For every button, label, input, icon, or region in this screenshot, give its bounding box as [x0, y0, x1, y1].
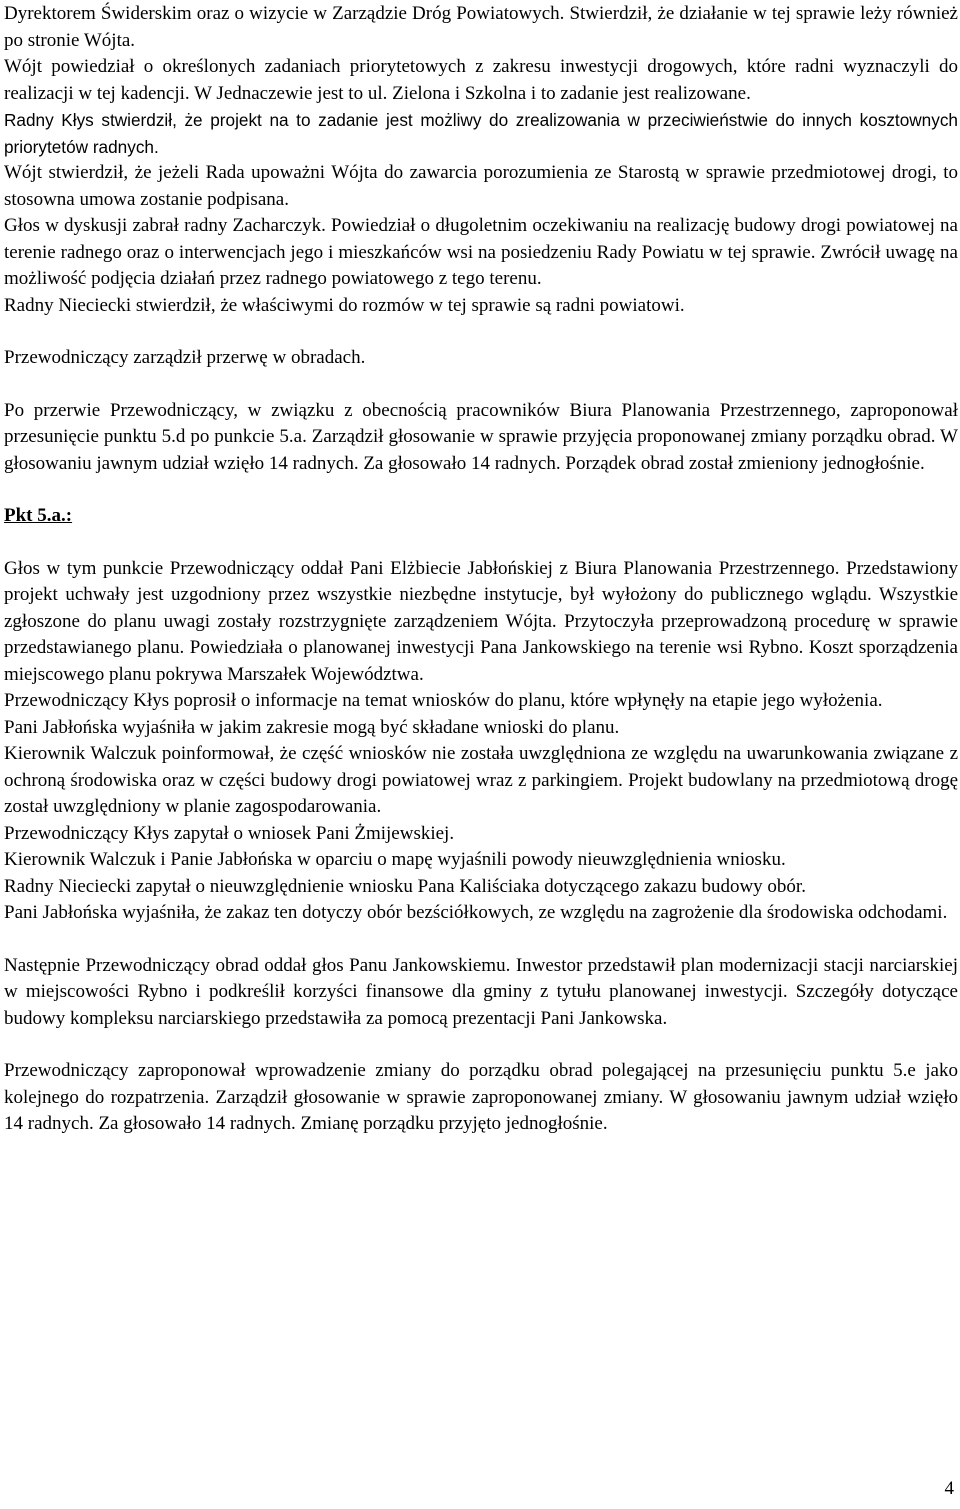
document-page — [4, 1, 958, 1138]
paragraph-spacer — [4, 530, 958, 556]
paragraph: Przewodniczący zarządził przerwę w obradach. — [4, 347, 366, 368]
paragraph: Radny Nieciecki stwierdził, że właściwymi do rozmów w tej sprawie są radni powiatowi. — [4, 294, 685, 316]
paragraph: Pani Jabłońska wyjaśniła, że zakaz ten dotyczy obór bezściółkowych, ze względu na zagrożenie dla środowiska odchodami. — [4, 902, 948, 923]
paragraph: Przewodniczący Kłys poprosił o informacje na temat wniosków do planu, które wpłynęły na etapie jego wyłożenia. — [4, 690, 883, 711]
paragraph: Kierownik Walczuk poinformował, że część wniosków nie została uwzględniona ze względu na uwarunkowania związane z ochroną środowiska oraz w części budowy drogi powiatowej wraz z parkingiem. Projekt budowlany na przedmiotową drogę został uwzględniony w planie zagospodarowania. — [4, 743, 958, 817]
paragraph-spacer — [4, 372, 958, 398]
paragraph: Wójt powiedział o określonych zadaniach priorytetowych z zakresu inwestycji drogowych, które radni wyznaczyli do realizacji w tej kadencji. W Jednaczewie jest to ul. Zielona i Szkolna i to zadanie jest realizowane. — [4, 56, 958, 104]
paragraph: Przewodniczący zaproponował wprowadzenie zmiany do porządku obrad polegającej na przesunięciu punktu 5.e jako kolejnego do rozpatrzenia. Zarządził głosowanie w sprawie zaproponowanej zmiany. W głosowaniu jawnym udział wzięło 14 radnych. Za głosowało 14 radnych. Zmianę porządku przyjęto jednogłośnie. — [4, 1060, 958, 1134]
paragraph-spacer — [4, 477, 958, 503]
paragraph: Wójt stwierdził, że jeżeli Rada upoważni Wójta do zawarcia porozumienia ze Starostą w sprawie przedmiotowej drogi, to stosowna umowa zostanie podpisana. — [4, 162, 958, 210]
paragraph-spacer — [4, 927, 958, 953]
section-heading: Pkt 5.a.: — [4, 505, 73, 526]
paragraph-spacer — [4, 1032, 958, 1058]
paragraph: Przewodniczący Kłys zapytał o wniosek Pani Żmijewskiej. — [4, 822, 455, 844]
paragraph: Kierownik Walczuk i Panie Jabłońska w oparciu o mapę wyjaśnili powody nieuwzględnienia wniosku. — [4, 849, 786, 870]
paragraph: Pani Jabłońska wyjaśniła w jakim zakresie mogą być składane wnioski do planu. — [4, 716, 620, 738]
paragraph: Radny Nieciecki zapytał o nieuwzględnienie wniosku Pana Kaliściaka dotyczącego zakazu budowy obór. — [4, 875, 806, 897]
paragraph: Głos w dyskusji zabrał radny Zacharczyk. Powiedział o długoletnim oczekiwaniu na realizację budowy drogi powiatowej na terenie radnego oraz o interwencjach jego i mieszkańców wsi na posiedzeniu Rady Powiatu w tej sprawie. Zwrócił uwagę na możliwość podjęcia działań przez radnego powiatowego z tego terenu. — [4, 215, 958, 289]
paragraph: Radny Kłys stwierdził, że projekt na to zadanie jest możliwy do zrealizowania w przeciwieństwie do innych kosztownych priorytetów radnych. — [4, 110, 958, 157]
page-number: 4 — [944, 1478, 954, 1499]
paragraph-spacer — [4, 319, 958, 345]
paragraph: Dyrektorem Świderskim oraz o wizycie w Zarządzie Dróg Powiatowych. Stwierdził, że działanie w tej sprawie leży również po stronie Wójta. — [4, 3, 958, 51]
paragraph: Głos w tym punkcie Przewodniczący oddał Pani Elżbiecie Jabłońskiej z Biura Planowania Przestrzennego. Przedstawiony projekt uchwały jest uzgodniony przez wszystkie niezbędne instytucje, był wyłożony do publicznego wglądu. Wszystkie zgłoszone do planu uwagi zostały rozstrzygnięte zarządzeniem Wójta. Przytoczyła przeprowadzoną procedurę w sprawie przedstawianego planu. Powiedziała o planowanej inwestycji Pana Jankowskiego na terenie wsi Rybno. Koszt sporządzenia miejscowego planu pokrywa Marszałek Województwa. — [4, 557, 958, 685]
paragraph: Po przerwie Przewodniczący, w związku z obecnością pracowników Biura Planowania Przestrzennego, zaproponował przesunięcie punktu 5.d po punkcie 5.a. Zarządził głosowanie w sprawie przyjęcia proponowanej zmiany porządku obrad. W głosowaniu jawnym udział wzięło 14 radnych. Za głosowało 14 radnych. Porządek obrad został zmieniony jednogłośnie. — [4, 399, 958, 474]
paragraph: Następnie Przewodniczący obrad oddał głos Panu Jankowskiemu. Inwestor przedstawił plan modernizacji stacji narciarskiej w miejscowości Rybno i podkreślił korzyści finansowe dla gminy z tytułu planowanej inwestycji. Szczegóły dotyczące budowy kompleksu narciarskiego przedstawiła za pomocą prezentacji Pani Jankowska. — [4, 954, 958, 1029]
